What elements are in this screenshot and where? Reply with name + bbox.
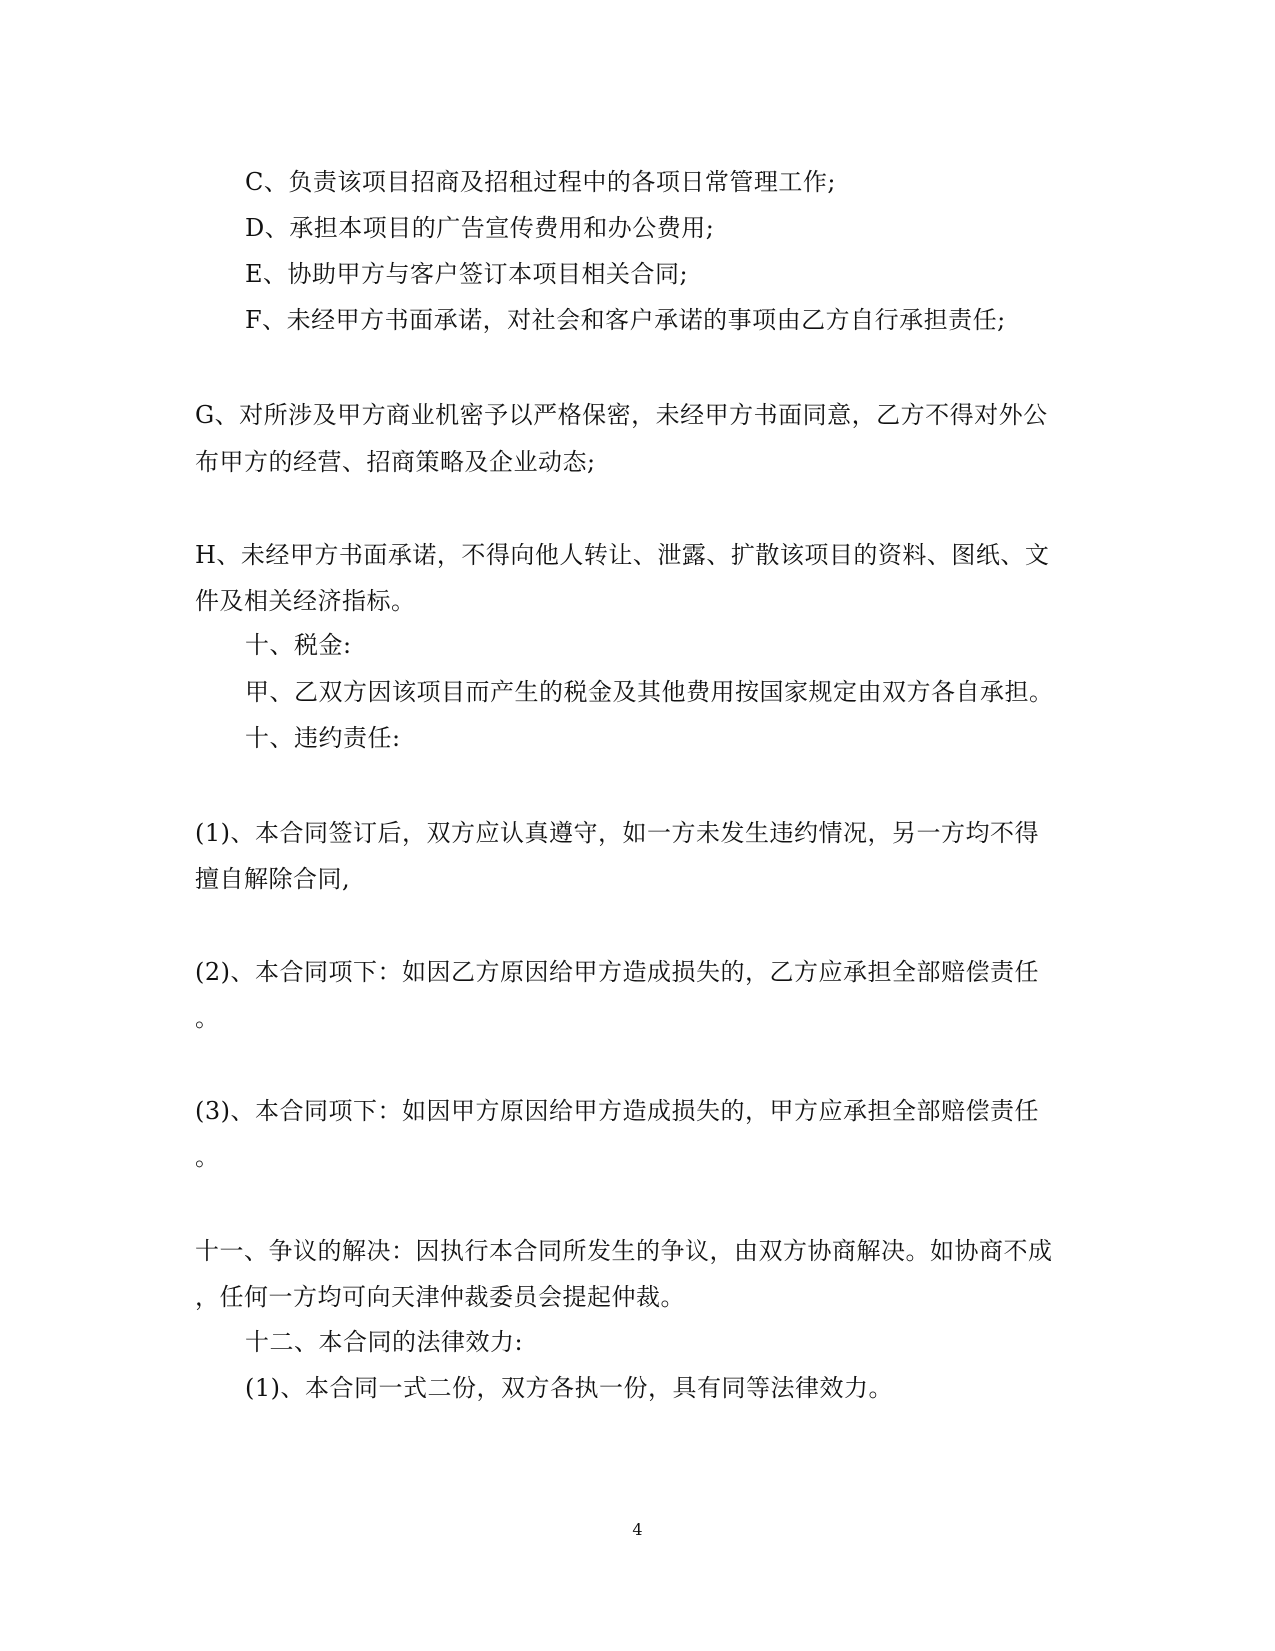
clause-c: C、负责该项目招商及招租过程中的各项日常管理工作; xyxy=(245,168,836,196)
breach-item-3-line-2: 。 xyxy=(195,1143,220,1171)
clause-e: E、协助甲方与客户签订本项目相关合同; xyxy=(245,260,689,288)
page-number: 4 xyxy=(632,1520,643,1539)
breach-item-1-line-2: 擅自解除合同, xyxy=(195,865,351,893)
breach-item-1-line-1: (1)、本合同签订后，双方应认真遵守，如一方未发生违约情况，另一方均不得 xyxy=(195,819,1039,847)
section-tax-heading: 十、税金: xyxy=(245,631,352,659)
section-breach-heading: 十、违约责任: xyxy=(245,724,401,752)
section-dispute-line-2: ，任何一方均可向天津仲裁委员会提起仲裁。 xyxy=(195,1283,685,1311)
breach-item-2-line-1: (2)、本合同项下：如因乙方原因给甲方造成损失的，乙方应承担全部赔偿责任 xyxy=(195,958,1039,986)
breach-item-3-line-1: (3)、本合同项下：如因甲方原因给甲方造成损失的，甲方应承担全部赔偿责任 xyxy=(195,1097,1039,1125)
clause-h-line-2: 件及相关经济指标。 xyxy=(195,587,416,615)
validity-item-1: (1)、本合同一式二份，双方各执一份，具有同等法律效力。 xyxy=(245,1374,893,1402)
breach-item-2-line-2: 。 xyxy=(195,1004,220,1032)
clause-g-line-2: 布甲方的经营、招商策略及企业动态; xyxy=(195,448,596,476)
clause-g-line-1: G、对所涉及甲方商业机密予以严格保密，未经甲方书面同意，乙方不得对外公 xyxy=(195,401,1048,429)
clause-h-line-1: H、未经甲方书面承诺，不得向他人转让、泄露、扩散该项目的资料、图纸、文 xyxy=(195,541,1050,569)
clause-d: D、承担本项目的广告宣传费用和办公费用; xyxy=(245,214,715,242)
section-tax-body: 甲、乙双方因该项目而产生的税金及其他费用按国家规定由双方各自承担。 xyxy=(245,678,1054,706)
section-dispute-line-1: 十一、争议的解决：因执行本合同所发生的争议，由双方协商解决。如协商不成 xyxy=(195,1237,1053,1265)
section-validity-heading: 十二、本合同的法律效力: xyxy=(245,1328,524,1356)
clause-f: F、未经甲方书面承诺，对社会和客户承诺的事项由乙方自行承担责任; xyxy=(245,306,1006,334)
